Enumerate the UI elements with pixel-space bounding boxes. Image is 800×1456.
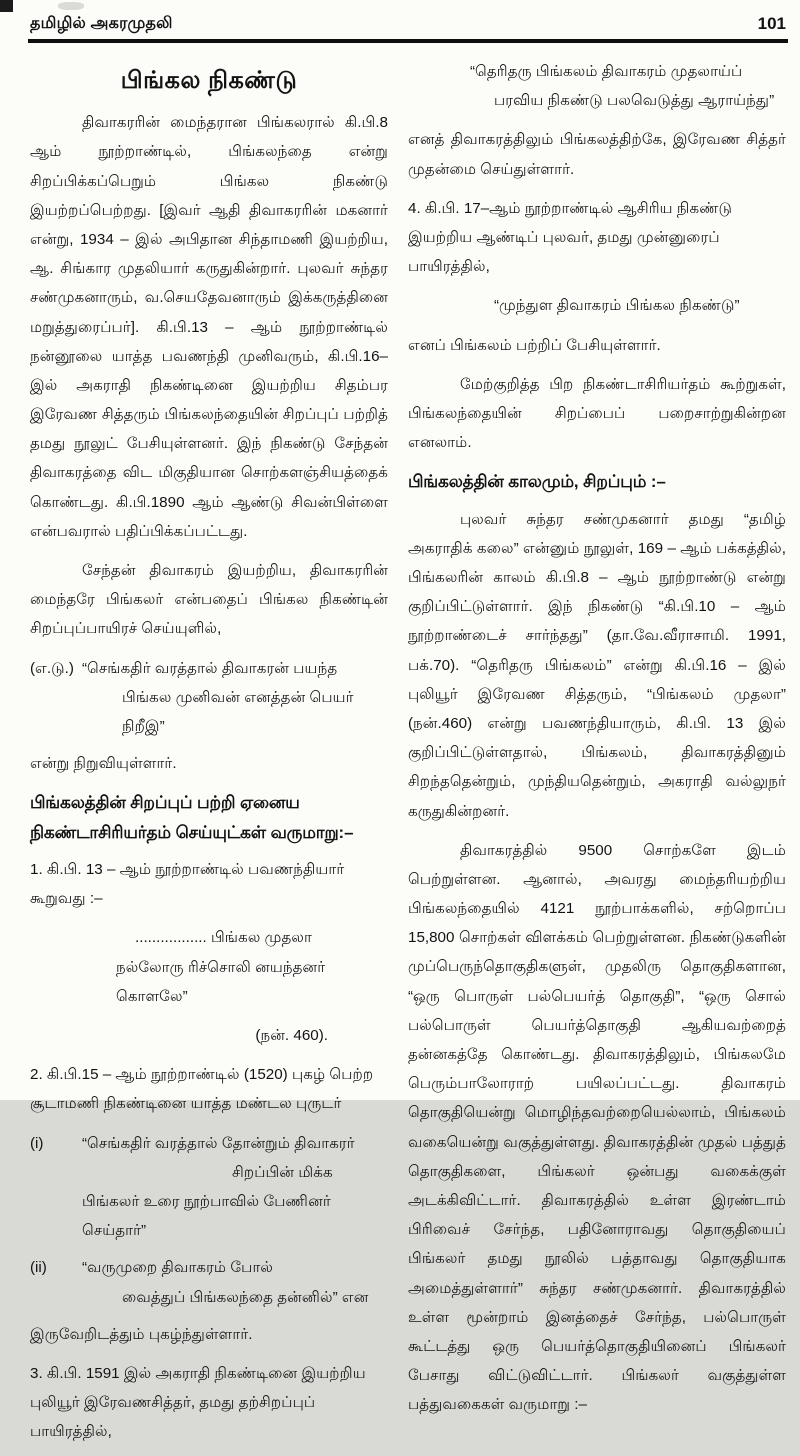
verse-line: நல்லோரு ரிச்சொலி னயந்தனர் கொளலே” [116, 958, 326, 1005]
right-subheading: பிங்கலத்தின் காலமும், சிறப்பும் :– [408, 472, 666, 492]
right-paragraph-2: மேற்குறித்த பிற நிகண்டாசிரியர்தம் கூற்றுகள், பிங்கலந்தையின் சிறப்பைப் பறைசாற்றுகின்றன எனலாம். [408, 375, 786, 452]
item2-verse-ii [30, 1253, 388, 1311]
page-header [0, 0, 800, 39]
right-column [408, 55, 786, 1456]
left-column [30, 55, 388, 1456]
verse-line: பிங்கலர் உரை நூற்பாவில் பேணினர் செய்தார்” [82, 1192, 331, 1240]
item2-tail: இருவேறிடத்தும் புகழ்ந்துள்ளார். [30, 1325, 253, 1343]
item4-tail: எனப் பிங்கலம் பற்றிப் பேசியுள்ளார். [408, 336, 661, 354]
verse-line: பிங்கல முனிவன் எனத்தன் பெயர் நிறீஇ” [122, 688, 354, 735]
left-paragraph-2: சேந்தன் திவாகரம் இயற்றிய, திவாகரரின் மைந்தரே பிங்கலர் என்பதைப் பிங்கல நிகண்டின் சிறப்புப்பாயிரச் செய்யுளில், [30, 562, 388, 638]
example-verse [30, 654, 388, 742]
item1-verse [30, 923, 388, 1011]
item1-intro: 1. கி.பி. 13 – ஆம் நூற்றாண்டில் பவணந்தியார் கூறுவது :– [30, 861, 345, 908]
verse-line: பரவிய நிகண்டு பலவெடுத்து ஆராய்ந்து” [494, 92, 775, 110]
verse-line: “செங்கதிர் வரத்தால் தோன்றும் திவாகரர் [82, 1134, 355, 1152]
verse-i-lines [82, 1129, 388, 1246]
example-label: (எ.டு.) [30, 659, 74, 677]
running-title: தமிழில் அகரமுதலி [30, 15, 173, 32]
left-subheading: பிங்கலத்தின் சிறப்புப் பற்றி ஏனைய நிகண்டாசிரியர்தம் செய்யுட்கள் வருமாறு:– [30, 793, 354, 842]
item3-intro: 3. கி.பி. 1591 இல் அகராதி நிகண்டினை இயற்றிய புலியூர் இரேவணசித்தர், தமது தற்சிறப்புப் பாயிரத்தில், [30, 1364, 366, 1441]
verse-line: “வருமுறை திவாகரம் போல் [82, 1259, 274, 1277]
roman-label-ii: (ii) [30, 1259, 47, 1277]
scan-smudge-artifact [58, 2, 84, 10]
verse-line: “முந்துள திவாகரம் பிங்கல நிகண்டு” [494, 297, 740, 315]
article-title: பிங்கல நிகண்டு [120, 67, 298, 94]
verse-line: “செங்கதிர் வரத்தால் திவாகரன் பயந்த [82, 659, 338, 677]
verse-line: வைத்துப் பிங்கலந்தை தன்னில்” என [122, 1288, 369, 1306]
verse-line: சிறப்பின் மிக்க [232, 1163, 333, 1181]
item2-intro: 2. கி.பி.15 – ஆம் நூற்றாண்டில் (1520) புகழ் பெற்ற சூடாமணி நிகண்டினை யாத்த மண்டல புருடர் [30, 1066, 374, 1113]
verse-line: ................. பிங்கல முதலா [135, 929, 312, 947]
aasiriya-nigandu-verse [408, 291, 786, 320]
example-verse-lines [82, 654, 388, 742]
example-tail: என்று நிறுவியுள்ளார். [30, 755, 177, 773]
verse-line: “தெரிதரு பிங்கலம் திவாகரம் முதலாய்ப் [470, 63, 743, 80]
page-number: 101 [757, 14, 786, 33]
two-column-body [0, 43, 800, 1456]
item1-reference: (நன். 460). [255, 1027, 328, 1045]
left-paragraph-1: திவாகரரின் மைந்தரான பிங்கலரால் கி.பி.8 ஆம் நூற்றாண்டில், பிங்கலந்தை என்று சிறப்பிக்கப்பெறும் பிங்கல நிகண்டு இயற்றப்பெற்றது. [இவர் ஆதி திவாகரரின் மகனார் என்று, 1934 – இல் அபிதான சிந்தாமணி இயற்றிய, ஆ. சிங்கார முதலியார் கருதுகின்றார். புலவர் சுந்தர சண்முகனாரும், வ.செயதேவனாரும் இக்கருத்தினை மறுத்துரைப்பர்]. கி.பி.13 – ஆம் நூற்றாண்டில் நன்னூலை யாத்த பவணந்தி முனிவரும், கி.பி.16–இல் அகராதி நிகண்டினை இயற்றிய சிதம்பர இரேவண சித்தரும் பிங்கலந்தையின் சிறப்புப் பற்றித் தமது நூலுட் பேசியுள்ளனர். இந் நிகண்டு சேந்தன் திவாகரத்தை விட மிகுதியான சொற்களஞ்சியத்தைக் கொண்டது. கி.பி.1890 ஆம் ஆண்டு சிவன்பிள்ளை என்பவரால் பதிப்பிக்கப்பட்டது. [30, 114, 388, 540]
roman-label-i: (i) [30, 1134, 44, 1152]
scan-corner-artifact [0, 0, 13, 12]
verse-ii-lines [82, 1253, 388, 1311]
right-paragraph-4: திவாகரத்தில் 9500 சொற்களே இடம் பெற்றுள்ளன. ஆனால், அவரது மைந்தரியற்றிய பிங்கலந்தையில் 4121 நூற்பாக்களில், சற்றொப்ப 15,800 சொற்கள் விளக்கம் பெற்றுள்ளன. நிகண்டுகளின் முப்பெருந்தொகுதிகளுள், முதலிரு தொகுதிகளான, “ஒரு பொருள் பல்பெயர்த் தொகுதி”, “ஒரு சொல் பல்பொருள் பெயர்த்தொகுதி ஆகியவற்றைத் தன்னகத்தே கொண்டது. திவாகரத்திலும், பிங்கலமே பெரும்பாலோராற் பயிலப்பட்டது. திவாகரம் தொகுதியென்று மொழிந்தவற்றையெல்லாம், பிங்கலம் வகையென்று வகுத்துள்ளது. திவாகரத்தின் முதல் பத்துத் தொகுதிகளை, பிங்கலர் ஒன்பது வகைக்குள் அடக்கிவிட்டார். திவாகரத்தில் உள்ள இரண்டாம் பிரிவைச் சேர்ந்த, பதினோராவது தொகுதியைப் பிங்கலர் தமது நூலில் பத்தாவது தொகுதியாக அமைத்துள்ளார்” சுந்தர சண்முகனார். திவாகரத்தில் உள்ள மூன்றாம் இனத்தைச் சேர்ந்த, பல்பொருள் கூட்டத்து ஒரு பெயர்த்தொகுதியினைப் பிங்கலர் பேசாது விட்டுவிட்டார். பிங்கலர் வகுத்துள்ள பத்துவகைகள் வருமாறு :– [408, 841, 786, 1414]
item4-intro: 4. கி.பி. 17–ஆம் நூற்றாண்டில் ஆசிரிய நிகண்டு இயற்றிய ஆண்டிப் புலவர், தமது முன்னுரைப் பாயிரத்தில், [408, 199, 733, 276]
right-paragraph-1: எனத் திவாகரத்திலும் பிங்கலத்திற்கே, இரேவண சித்தர் முதன்மை செய்துள்ளார். [408, 131, 786, 178]
right-paragraph-3: புலவர் சுந்தர சண்முகனார் தமது “தமிழ் அகராதிக் கலை” என்னும் நூலுள், 169 – ஆம் பக்கத்தில், பிங்கலரின் காலம் கி.பி.8 – ஆம் நூற்றாண்டு என்று குறிப்பிட்டுள்ளார். இந் நிகண்டு “கி.பி.10 – ஆம் நூற்றாண்டைச் சார்ந்தது” (தா.வே.வீராசாமி. 1991, பக்.70). “தெரிதரு பிங்கலம்” என்று கி.பி.16 – இல் புலியூர் இரேவண சித்தரும், “பிங்கலம் முதலா” (நன்.460) என்று பவணந்தியாரும், கி.பி. 13 இல் குறிப்பிட்டுள்ளதால், பிங்கலம், திவாகரத்தினும் சிறந்ததென்றும், முந்தியதென்றும், அகராதி வல்லுநர் கருதுகின்றனர். [408, 510, 786, 820]
reva-siddhar-verse [408, 57, 786, 115]
item2-verse-i [30, 1129, 388, 1246]
